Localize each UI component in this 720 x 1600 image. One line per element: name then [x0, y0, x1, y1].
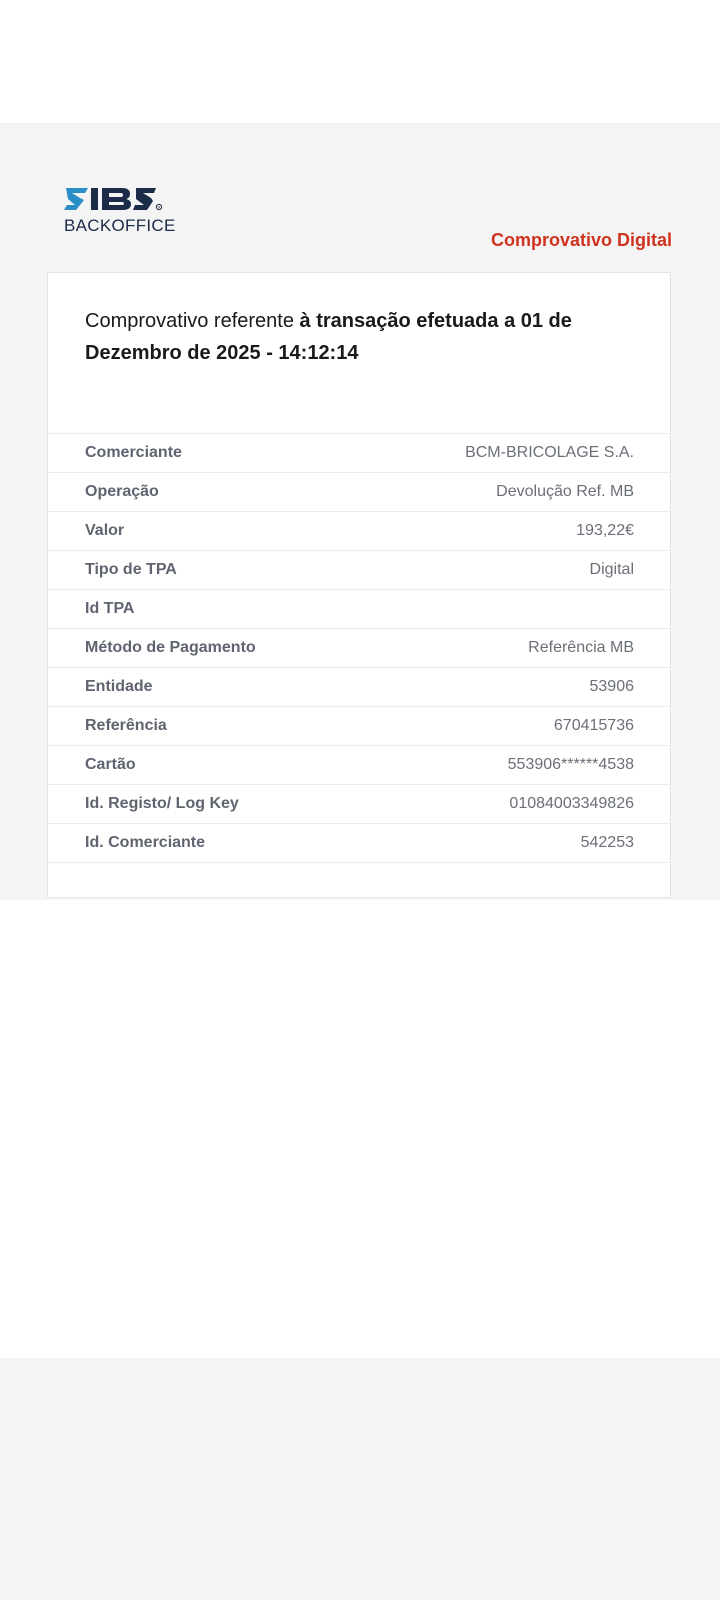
- detail-label: Cartão: [85, 756, 136, 773]
- detail-row-entidade: [48, 668, 670, 707]
- detail-row-operacao: [48, 473, 670, 512]
- svg-text:R: R: [157, 205, 161, 210]
- detail-label: Entidade: [85, 678, 153, 695]
- detail-label: Id. Comerciante: [85, 834, 206, 851]
- detail-value: 542253: [580, 834, 634, 851]
- detail-row-valor: [48, 512, 670, 551]
- receipt-intro: [85, 305, 625, 369]
- detail-row-id-tpa: [48, 590, 670, 629]
- detail-value: Digital: [589, 561, 634, 578]
- detail-label: Comerciante: [85, 444, 182, 461]
- detail-row-tipo-tpa: [48, 551, 670, 590]
- detail-label: Id. Registo/ Log Key: [85, 795, 239, 812]
- detail-row-referencia: [48, 707, 670, 746]
- detail-value: Referência MB: [528, 639, 634, 656]
- detail-row-log-key: [48, 785, 670, 824]
- detail-value: 01084003349826: [509, 795, 634, 812]
- sibs-backoffice-logo: [64, 186, 204, 236]
- detail-label: Id TPA: [85, 600, 135, 617]
- intro-transaction-date: à transação efetuada a 01 de Dezembro de 2025 - 14:12:14: [85, 310, 572, 364]
- logo-subtitle: BACKOFFICE: [64, 216, 176, 235]
- sibs-logo-mark: [64, 188, 162, 210]
- footer-background: [0, 1358, 720, 1600]
- detail-label: Tipo de TPA: [85, 561, 177, 578]
- detail-value: 53906: [589, 678, 634, 695]
- detail-row-cartao: [48, 746, 670, 785]
- detail-label: Método de Pagamento: [85, 639, 256, 656]
- detail-label: Valor: [85, 522, 125, 539]
- receipt-details-table: [48, 433, 670, 863]
- detail-value: BCM-BRICOLAGE S.A.: [465, 444, 634, 461]
- document-type-label: Comprovativo Digital: [490, 230, 672, 250]
- detail-label: Operação: [85, 483, 159, 500]
- detail-value: Devolução Ref. MB: [496, 483, 634, 500]
- detail-value: 670415736: [553, 717, 634, 734]
- intro-prefix: Comprovativo referente: [85, 310, 300, 332]
- receipt-card: [47, 272, 671, 898]
- detail-row-metodo-pagamento: [48, 629, 670, 668]
- detail-value: 193,22€: [576, 522, 634, 539]
- detail-row-id-comerciante: [48, 824, 670, 863]
- detail-value: 553906******4538: [507, 756, 634, 773]
- detail-row-comerciante: [48, 434, 670, 473]
- detail-label: Referência: [85, 717, 167, 734]
